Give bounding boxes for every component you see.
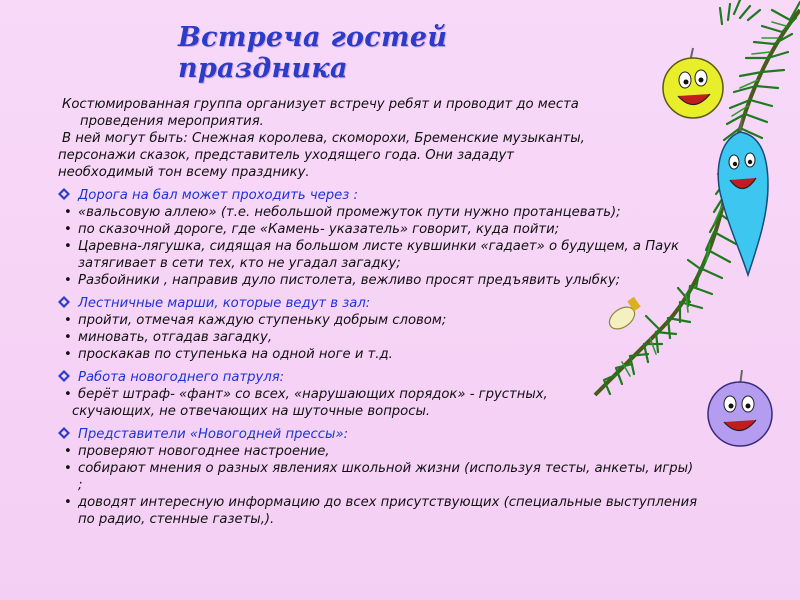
list-item: • проскакав по ступенька на одной ноге и т.д. (64, 347, 393, 362)
diamond-bullet-icon (58, 188, 70, 200)
diamond-bullet-icon (58, 427, 70, 439)
intro-line: персонажи сказок, представитель уходящего года. Они зададут (58, 148, 514, 163)
list-item: • по сказочной дороге, где «Камень- указатель» говорит, куда пойти; (64, 222, 560, 237)
section-patrol (58, 369, 698, 420)
list-item-continuation: скучающих, не отвечающих на шуточные вопросы. (72, 404, 431, 419)
diamond-bullet-icon (58, 296, 70, 308)
section-heading (58, 295, 698, 312)
list-item: • миновать, отгадав загадку, (64, 330, 273, 345)
section-heading-text: Лестничные марши, которые ведут в зал: (78, 296, 371, 311)
bullet-list (58, 443, 698, 528)
list-item: • собирают мнения о разных явлениях школьной жизни (используя тесты, анкеты, игры) ; (64, 461, 694, 493)
list-item: • доводят интересную информацию до всех присутствующих (специальные выступления по радио, стенные газеты,). (64, 495, 698, 527)
intro-line: В ней могут быть: Снежная королева, скоморохи, Бременские музыканты, (62, 131, 585, 146)
section-route (58, 187, 698, 289)
list-item: • пройти, отмечая каждую ступеньку добрым словом; (64, 313, 447, 328)
blue-ornament-icon (718, 118, 768, 275)
section-heading-text: Представители «Новогодней прессы»: (78, 427, 349, 442)
list-item: • Царевна-лягушка, сидящая на большом листе кувшинки «гадает» о будущем, а Паук затягивает в сети тех, кто не угадал загадку; (64, 239, 679, 271)
section-heading-text: Дорога на бал может проходить через : (78, 188, 358, 203)
list-item: • проверяют новогоднее настроение, (64, 444, 330, 459)
list-item: • берёт штраф- «фант» со всех, «нарушающих порядок» - грустных, (64, 387, 548, 402)
section-heading (58, 426, 698, 443)
section-heading (58, 187, 698, 204)
intro-line: Костюмированная группа организует встречу ребят и проводит до места (62, 97, 579, 112)
section-stairs (58, 295, 698, 363)
intro-line: проведения мероприятия. (80, 114, 264, 129)
slide-title: Встреча гостей праздника (178, 22, 448, 84)
diamond-bullet-icon (58, 370, 70, 382)
bullet-list (58, 312, 698, 363)
intro-paragraph (58, 96, 698, 181)
list-item: • Разбойники , направив дуло пистолета, вежливо просят предъявить улыбку; (64, 273, 621, 288)
bullet-list (58, 386, 698, 420)
section-heading-text: Работа новогоднего патруля: (78, 370, 285, 385)
slide-content (58, 96, 698, 528)
list-item: • «вальсовую аллею» (т.е. небольшой промежуток пути нужно протанцевать); (64, 205, 621, 220)
section-press (58, 426, 698, 528)
section-heading (58, 369, 698, 386)
purple-ornament-icon (708, 370, 772, 446)
bullet-list (58, 204, 698, 289)
intro-line: необходимый тон всему празднику. (58, 165, 310, 180)
